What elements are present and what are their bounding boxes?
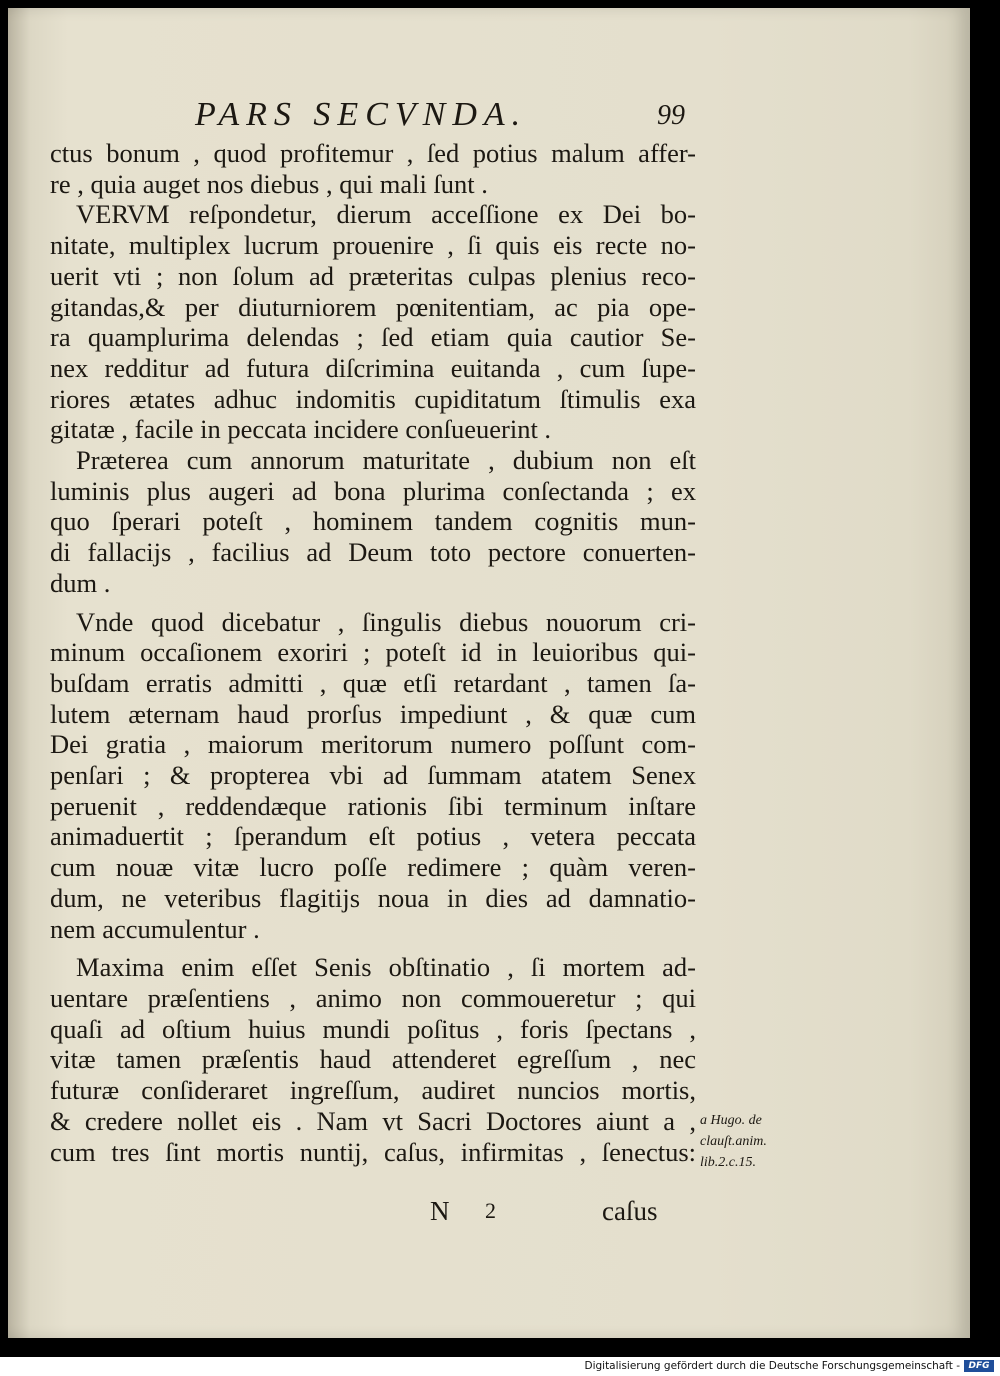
text-line: lutem æternam haud prorſus impediunt , & quæ cum: [50, 698, 696, 729]
page-number: 99: [657, 100, 685, 131]
margin-note-line: lib.2.c.15.: [700, 1155, 756, 1170]
text-line: gitandas,& per diuturniorem pœnitentiam, ac pia ope-: [50, 291, 696, 322]
text-line: & credere nollet eis . Nam vt Sacri Doctores aiunt a ,: [50, 1105, 696, 1136]
text-line: Dei gratia , maiorum meritorum numero poſſunt com-: [50, 729, 696, 760]
text-line: quaſi ad oſtium huius mundi poſitus , foris ſpectans ,: [50, 1013, 696, 1044]
margin-note-line: a Hugo. de: [700, 1113, 762, 1128]
text-line: animaduertit ; ſperandum eſt potius , vetera peccata: [50, 821, 696, 852]
text-line: re , quia auget nos diebus , qui mali ſunt .: [50, 168, 488, 199]
text-line: Maxima enim eſſet Senis obſtinatio , ſi mortem ad-: [76, 952, 696, 983]
text-line: ra quamplurima delendas ; ſed etiam quia cautior Se-: [50, 322, 696, 353]
page-header: [195, 96, 685, 136]
margin-note-line: clauſt.anim.: [700, 1134, 767, 1149]
signature-line: [430, 1196, 670, 1236]
text-line: dum .: [50, 567, 111, 598]
text-line: uerit vti ; non ſolum ad præteritas culpas plenius reco-: [50, 260, 696, 291]
catchword: caſus: [602, 1196, 658, 1226]
text-line: buſdam erratis admitti , quæ etſi retardant , tamen ſa-: [50, 667, 696, 698]
running-title: PARS SECVNDA.: [195, 96, 528, 133]
text-line: nem accumulentur .: [50, 913, 260, 944]
text-line: dum, ne veteribus flagitijs noua in dies ad damnatio-: [50, 882, 696, 913]
text-line: Vnde quod dicebatur , ſingulis diebus nouorum cri-: [76, 606, 696, 637]
text-line: cum nouæ vitæ lucro poſſe redimere ; quàm veren-: [50, 852, 696, 883]
dfg-logo: DFG: [964, 1360, 994, 1372]
signature-mark: N: [430, 1196, 450, 1226]
text-line: cum tres ſint mortis nuntij, caſus, infirmitas , ſenectus:: [50, 1136, 696, 1167]
signature-number: 2: [485, 1198, 496, 1223]
text-line: quo ſperari poteſt , hominem tandem cognitis mun-: [50, 506, 696, 537]
text-line: minum occaſionem exoriri ; poteſt id in leuioribus qui-: [50, 637, 696, 668]
text-line: penſari ; & propterea vbi ad ſummam atatem Senex: [50, 760, 696, 791]
text-line: vitæ tamen præſentis haud attenderet egreſſum , nec: [50, 1044, 696, 1075]
text-line: peruenit , reddendæque rationis ſibi terminum inſtare: [50, 790, 696, 821]
body-text: [50, 138, 696, 1167]
text-line: gitatæ , facile in peccata incidere conſueuerint .: [50, 414, 552, 445]
text-line: ctus bonum , quod profitemur , ſed potius malum affer-: [50, 138, 696, 168]
text-line: nex redditur ad futura diſcrimina euitanda , cum ſupe-: [50, 352, 696, 383]
text-line: futuræ conſideraret ingreſſum, audiret nuncios mortis,: [50, 1075, 696, 1106]
text-line: luminis plus augeri ad bona plurima conſectanda ; ex: [50, 475, 696, 506]
footer-bar: [0, 1357, 1000, 1376]
text-line: riores ætates adhuc indomitis cupiditatum ſtimulis exa: [50, 383, 696, 414]
text-line: VERVM reſpondetur, dierum acceſſione ex Dei bo-: [76, 199, 696, 230]
text-line: uentare præſentiens , animo non commoueretur ; qui: [50, 982, 696, 1013]
funding-credit: Digitalisierung gefördert durch die Deutsche Forschungsgemeinschaft -: [584, 1360, 960, 1372]
text-line: Præterea cum annorum maturitate , dubium non eſt: [76, 445, 696, 476]
text-line: nitate, multiplex lucrum prouenire , ſi quis eis recte no-: [50, 230, 696, 261]
text-line: di fallacijs , facilius ad Deum toto pectore conuerten-: [50, 537, 696, 568]
margin-note: [700, 1110, 810, 1173]
